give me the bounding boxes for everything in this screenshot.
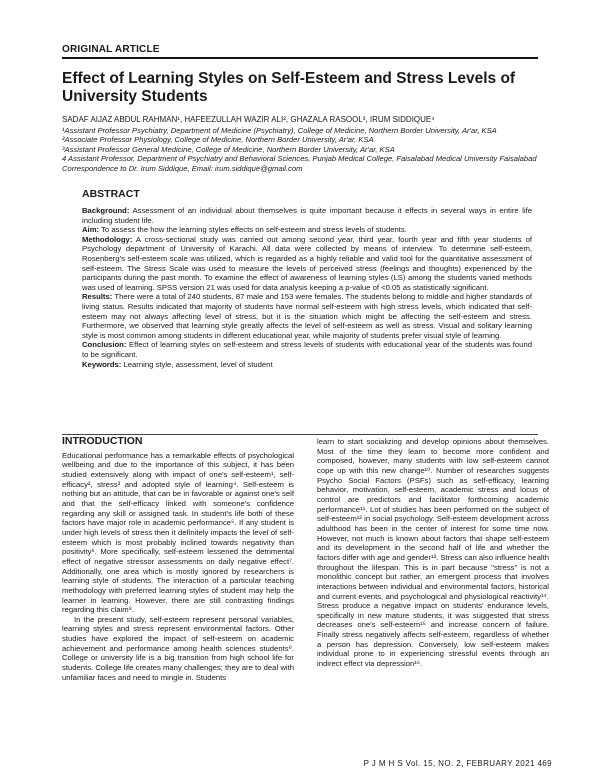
- affiliation-2: ²Associate Professor Physiology, College of Medicine, Northern Border University, Ar'ar, KSA: [62, 135, 374, 145]
- affiliation-3: ³Assistant Professor General Medicine, College of Medicine, Northern Border University, Ar'ar, KSA: [62, 144, 395, 154]
- conclusion-label: Conclusion:: [82, 340, 127, 350]
- page-footer: P J M H S Vol. 15, NO. 2, FEBRUARY 2021 469: [363, 759, 552, 768]
- introduction-heading: INTRODUCTION: [62, 435, 143, 447]
- abstract-section: [82, 188, 532, 369]
- header-rule: [62, 57, 538, 59]
- abstract-conclusion: [82, 340, 532, 359]
- intro-paragraph-1: Educational performance has a remarkable effects of psychological wellbeing and due to the importance of this subject, it has been studied extensively along with impact of one's self-esteem¹, self-efficacy², stress³ and adopted style of learning⁴. Self-esteem is nothing but an attitude, that can be in favorable or against one's self and that the self-efficacy linked with someone's confidence regarding any skill or assigned task. In student's life both of these factors have major role in academic performance⁵. If any student is under high levels of stress then it definitely impacts the level of self-esteem which is most probably inclined towards negativity than positivity⁶. More specifically, self-esteem lessened the detrimental effect of negative stressor assessments on daily negative effect⁷. Additionally, one area which is mostly ignored by researchers is learning style of students. The interaction of a particular teaching methodology with preferred learning styles of student may help the learner in learning. However, there are still contrasting findings regarding this claim⁸.: [62, 450, 294, 615]
- abstract-background: [82, 206, 532, 225]
- abstract-heading: ABSTRACT: [82, 188, 140, 200]
- body-column-left: [62, 437, 294, 682]
- results-label: Results:: [82, 292, 113, 302]
- abstract-results: [82, 292, 532, 340]
- aim-text: To assess the how the learning styles effects on self-esteem and stress levels of students.: [99, 225, 407, 235]
- affiliation-4: 4 Assistant Professor, Department of Psychiatry and Behavioral Sciences, Punjab Medical College, Faisalabad Medical University Faisalabad: [62, 154, 537, 164]
- background-text: Assessment of an individual about themselves is quite important because it effects in several ways in entire life including student life.: [82, 206, 532, 225]
- correspondence: Correspondence to Dr. Irum Siddique, Email: irum.siddique@gmail.com: [62, 163, 303, 173]
- aim-label: Aim:: [82, 225, 100, 235]
- background-label: Background:: [82, 206, 130, 215]
- article-type-label: ORIGINAL ARTICLE: [62, 44, 160, 55]
- methodology-text: A cross-sectional study was carried out among second year, third year, fourth year and fifth year students of Psychology department of University of Karachi. All data were collected by means of interview. To determine self-esteem, Rosenberg's self-esteem scale was utilized, which is regarded as a highly reliable and valid tool for the quantitative assessment of self-esteem. The Stress Scale was used to measure the levels of perceived stress (feelings and thoughts) experienced by the participants during the past month. To examine the effect of awareness of learning styles (LS) among the students varied methods was used of learning. SPSS version 21 was used for data analysis keeping a p-value of <0.05 as statistically significant.: [82, 234, 532, 292]
- intro-paragraph-2: In the present study, self-esteem represent personal variables, learning styles and stress represent environmental factors. Other studies have explored the impact of self-esteem on academic achievement and performance among health sciences students⁹. College or university life is a big transition from high school life for students. College life creates many challenges; they are to deal with unfamiliar faces and need to mingle in. Students: [62, 614, 294, 682]
- abstract-aim: [82, 225, 532, 235]
- intro-paragraph-3: learn to start socializing and develop opinions about themselves. Most of the time they learn to become more confident and composed, however, many students with low self-esteem cannot cope up with this new change¹⁰. Number of researches suggests Psycho Social Factors (PSFs) such as self-efficacy, learning behavior, motivation, self-esteem, academic stress and locus of control are predictors and facilitator forthcoming academic performance¹¹. Lot of studies has been performed on the subject of self-esteem¹² in social psychology. Self-esteem development across adulthood has been in the center of interest for some time now. However, not much is known about factors that shape self-esteem and its development in the second half of life and whether the factors differ with age and gender¹³. Stress can also influence health throughout the lifespan. This is in part because "stress" is not a monolithic concept but rather, an emergent process that involves interactions between individual and environmental factors, historical and current events, and psychological and physiological reactivity¹⁴. Stress produce a negative impact on students' endurance levels, specifically in new mature students, it was suggested that stress decreases one's self-esteem¹⁵ and increase concern of failure. Finally stress negatively affects self-esteem, regardless of whether a person has depression. Conversely, low self-esteem makes individual prone to in experiencing stressful events through an indirect effect via depression¹⁶.: [317, 437, 549, 669]
- abstract-methodology: [82, 235, 532, 293]
- methodology-label: Methodology:: [82, 234, 133, 244]
- keywords-text: Learning style, assessment, level of student: [121, 359, 273, 369]
- results-text: There were a total of 240 students, 87 male and 153 were females. The students belong to middle and higher standards of living status. Results indicated that majority of students have normal self-esteem with high stress levels, which indicated that self-esteem may not always affecting level of stress, but it is the situation which might be affecting the self-esteem and stress. Furthermore, we observed that learning style greatly affects the level of self-esteem as well as stress. Visual and solitary learning style is most common among students in different educational year, while majority of students prefer visual style of learning.: [82, 292, 532, 340]
- keywords-label: Keywords:: [82, 359, 122, 369]
- abstract-keywords: [82, 360, 532, 370]
- author-block: [62, 115, 538, 174]
- body-column-right: [317, 437, 549, 669]
- affiliation-1: ¹Assistant Professor Psychiatry, Department of Medicine (Psychiatry), College of Medicine, Northern Border University, Ar'ar, KSA: [62, 125, 497, 135]
- conclusion-text: Effect of learning styles on self-esteem and stress levels of students with educational year of the students was found to be significant.: [82, 340, 532, 359]
- author-names: SADAF AIJAZ ABDUL RAHMAN¹, HAFEEZULLAH WAZIR ALI², GHAZALA RASOOL³, IRUM SIDDIQUE⁴: [62, 115, 435, 124]
- article-title: Effect of Learning Styles on Self-Esteem and Stress Levels of University Students: [62, 70, 516, 105]
